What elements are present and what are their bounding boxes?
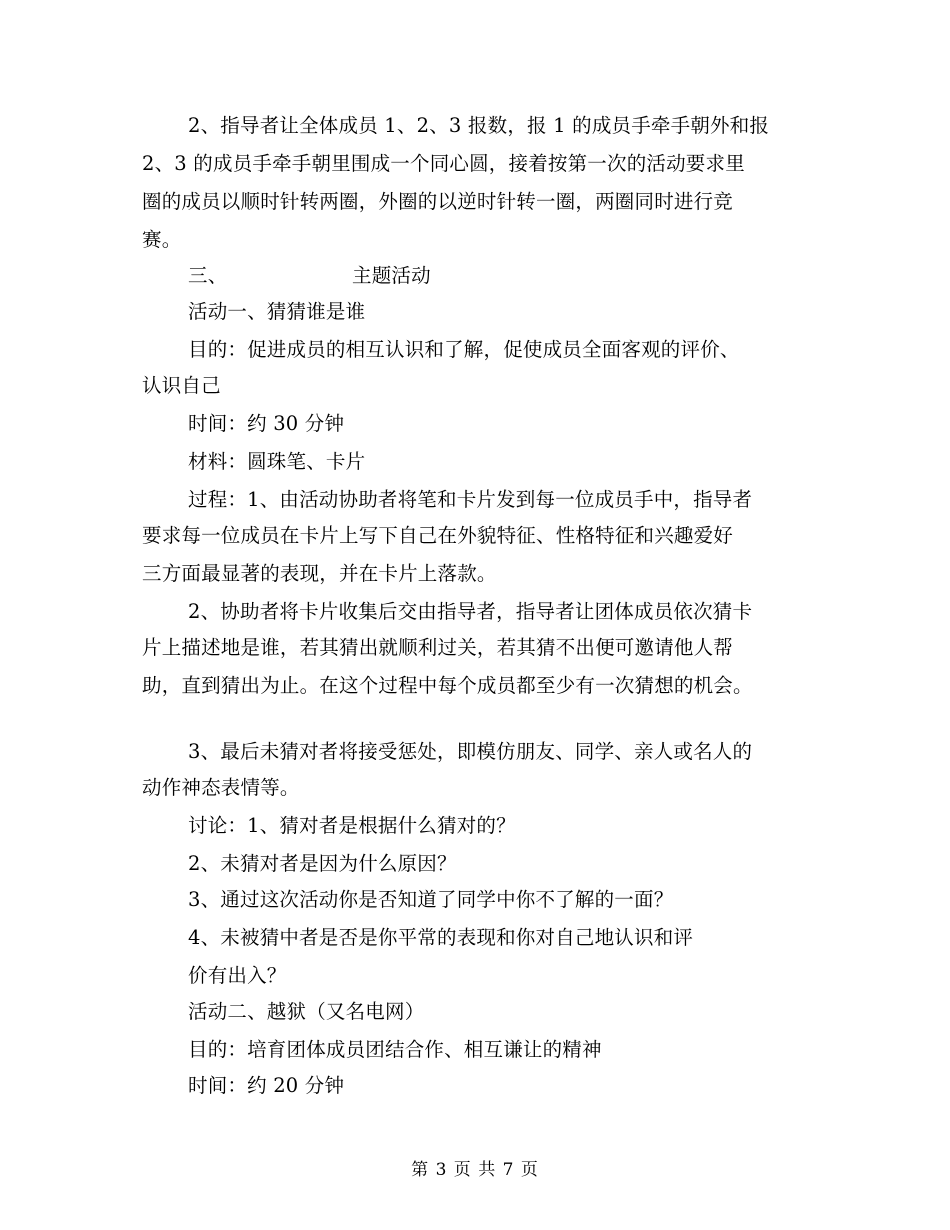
paragraph-line: 材料：圆珠笔、卡片 [188,450,366,473]
section-title: 主题活动 [352,264,431,287]
paragraph-line: 4、未被猜中者是否是你平常的表现和你对自己地认识和评 [188,926,694,949]
section-number: 三、 [188,264,228,287]
paragraph-line: 2、协助者将卡片收集后交由指导者，指导者让团体成员依次猜卡 [188,600,753,623]
section-heading [188,262,431,290]
paragraph-line: 过程：1、由活动协助者将笔和卡片发到每一位成员手中，指导者 [188,488,753,511]
paragraph-line: 3、通过这次活动你是否知道了同学中你不了解的一面？ [188,888,674,911]
paragraph-line: 动作神态表情等。 [142,776,300,799]
paragraph-line: 目的：培育团体成员团结合作、相互谦让的精神 [188,1038,602,1061]
paragraph-line: 要求每一位成员在卡片上写下自己在外貌特征、性格特征和兴趣爱好 [142,524,734,547]
paragraph-line: 2、指导者让全体成员 1、2、3 报数，报 1 的成员手牵手朝外和报 [188,114,770,137]
paragraph-line: 价有出入？ [188,964,287,987]
paragraph-line: 2、3 的成员手牵手朝里围成一个同心圆，接着按第一次的活动要求里 [142,152,745,175]
paragraph-line: 三方面最显著的表现，并在卡片上落款。 [142,562,497,585]
paragraph-line: 助，直到猜出为止。在这个过程中每个成员都至少有一次猜想的机会。 [142,674,753,697]
activity-title: 活动一、猜猜谁是谁 [188,300,366,323]
page-footer: 第 3 页 共 7 页 [411,1160,539,1180]
paragraph-line: 时间：约 30 分钟 [188,412,345,435]
activity-title: 活动二、越狱（又名电网） [188,1000,425,1023]
paragraph-line: 片上描述地是谁，若其猜出就顺利过关，若其猜不出便可邀请他人帮 [142,636,734,659]
paragraph-line: 圈的成员以顺时针转两圈，外圈的以逆时针转一圈，两圈同时进行竞 [142,190,734,213]
paragraph-line: 3、最后未猜对者将接受惩处，即模仿朋友、同学、亲人或名人的 [188,740,753,763]
paragraph-line: 认识自己 [142,374,221,397]
paragraph-line: 2、未猜对者是因为什么原因？ [188,852,457,875]
paragraph-line: 赛。 [142,228,182,251]
paragraph-line: 时间：约 20 分钟 [188,1074,345,1097]
paragraph-line: 讨论：1、猜对者是根据什么猜对的？ [188,814,516,837]
paragraph-line: 目的：促进成员的相互认识和了解，促使成员全面客观的评价、 [188,338,740,361]
